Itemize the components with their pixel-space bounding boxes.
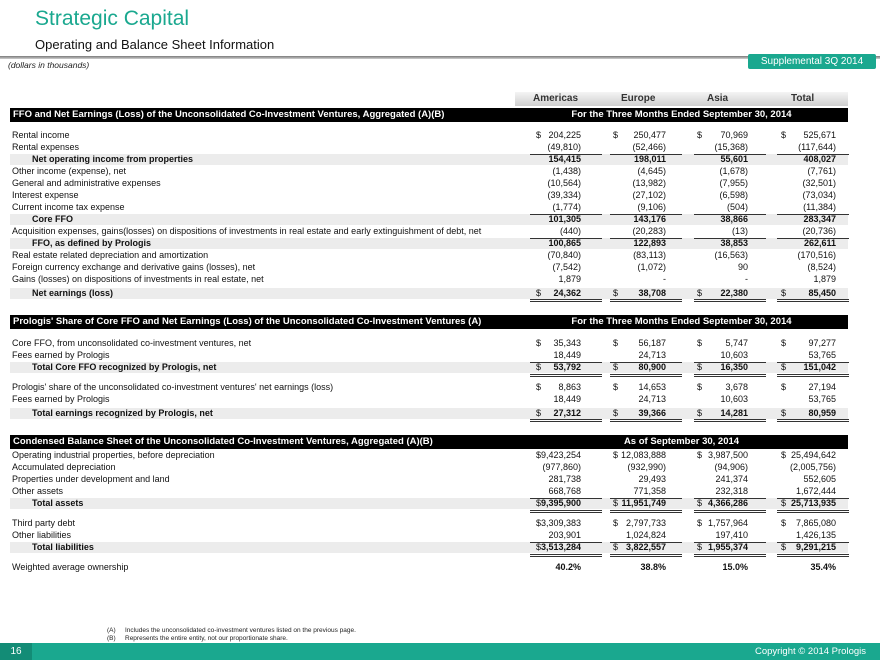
row-value-americas: (977,860) bbox=[542, 462, 581, 472]
table-row bbox=[10, 362, 848, 373]
row-value-americas: 8,863 bbox=[558, 382, 581, 392]
section-balance-heading bbox=[10, 435, 848, 449]
table-row bbox=[10, 250, 848, 261]
dollar-sign: $ bbox=[697, 542, 703, 552]
row-value-americas: (440) bbox=[559, 226, 581, 236]
dollar-sign: $ bbox=[536, 130, 542, 140]
row-value-total: 35.4% bbox=[810, 562, 836, 572]
row-value-europe: 80,900 bbox=[638, 362, 666, 372]
table-row bbox=[10, 450, 848, 461]
dollar-sign: $ bbox=[781, 518, 787, 528]
row-value-europe: 38.8% bbox=[640, 562, 666, 572]
dollar-sign: $ bbox=[781, 288, 787, 298]
row-value-total: (32,501) bbox=[802, 178, 836, 188]
row-value-europe: 122,893 bbox=[633, 238, 666, 248]
table-row bbox=[10, 518, 848, 529]
footnote-a: (A) Includes the unconsolidated co-investment ventures listed on the previous page. bbox=[107, 627, 356, 634]
dollar-sign: $ bbox=[536, 518, 542, 528]
dollar-sign: $ bbox=[781, 130, 787, 140]
row-value-europe: 11,951,749 bbox=[621, 498, 666, 508]
dollar-sign: $ bbox=[781, 542, 787, 552]
section-share-title: Prologis' Share of Core FFO and Net Earnings (Loss) of the Unconsolidated Co-Investment Ventures (A) bbox=[13, 316, 482, 327]
row-value-asia: (1,678) bbox=[719, 166, 748, 176]
dollar-sign: $ bbox=[536, 338, 542, 348]
row-value-asia: 1,955,374 bbox=[707, 542, 748, 552]
footer-bar bbox=[0, 643, 880, 660]
dollar-sign: $ bbox=[781, 408, 787, 418]
row-value-total: 408,027 bbox=[803, 154, 836, 164]
row-value-asia: (15,368) bbox=[714, 142, 748, 152]
row-value-europe: - bbox=[663, 274, 666, 284]
row-value-asia: (6,598) bbox=[719, 190, 748, 200]
row-value-asia: - bbox=[745, 274, 748, 284]
section-ffo-heading bbox=[10, 108, 848, 122]
row-value-americas: 3,513,284 bbox=[540, 542, 581, 552]
row-value-total: 1,879 bbox=[813, 274, 836, 284]
row-value-americas: 281,738 bbox=[548, 474, 581, 484]
row-value-europe: (27,102) bbox=[632, 190, 666, 200]
dollar-sign: $ bbox=[781, 338, 787, 348]
row-value-americas: 3,309,383 bbox=[540, 518, 581, 528]
row-value-asia: (16,563) bbox=[714, 250, 748, 260]
row-value-total: 27,194 bbox=[808, 382, 836, 392]
row-label: Fees earned by Prologis bbox=[12, 350, 110, 360]
dollar-sign: $ bbox=[697, 498, 703, 508]
table-row bbox=[10, 288, 848, 299]
row-value-americas: 154,415 bbox=[548, 154, 581, 164]
supplemental-badge: Supplemental 3Q 2014 bbox=[748, 54, 876, 69]
row-value-asia: 16,350 bbox=[720, 362, 748, 372]
footnote-b: (B) Represents the entire entity, not our proportionate share. bbox=[107, 635, 288, 642]
row-label: Total assets bbox=[32, 498, 84, 508]
table-row bbox=[10, 542, 848, 553]
row-value-asia: 10,603 bbox=[720, 394, 748, 404]
row-value-americas: 18,449 bbox=[553, 394, 581, 404]
row-value-asia: 232,318 bbox=[715, 486, 748, 496]
page-number: 16 bbox=[0, 643, 32, 660]
row-label: Other assets bbox=[12, 486, 64, 496]
row-value-americas: (49,810) bbox=[547, 142, 581, 152]
row-value-asia: 4,366,286 bbox=[707, 498, 748, 508]
row-label: General and administrative expenses bbox=[12, 178, 161, 188]
dollar-sign: $ bbox=[697, 382, 703, 392]
table-row bbox=[10, 382, 848, 393]
row-value-americas: 40.2% bbox=[555, 562, 581, 572]
dollar-sign: $ bbox=[697, 288, 703, 298]
row-value-americas: (7,542) bbox=[552, 262, 581, 272]
dollar-sign: $ bbox=[613, 288, 619, 298]
row-value-total: (73,034) bbox=[802, 190, 836, 200]
dollar-sign: $ bbox=[613, 382, 619, 392]
footnotes bbox=[107, 627, 356, 643]
row-value-total: (20,736) bbox=[802, 226, 836, 236]
row-value-europe: 1,024,824 bbox=[625, 530, 666, 540]
row-value-europe: 14,653 bbox=[638, 382, 666, 392]
row-label: Net earnings (loss) bbox=[32, 288, 114, 298]
row-value-asia: 197,410 bbox=[715, 530, 748, 540]
section-balance-title: Condensed Balance Sheet of the Unconsolidated Co-Investment Ventures, Aggregated (A)(B) bbox=[13, 436, 433, 447]
row-value-total: (117,644) bbox=[798, 142, 836, 152]
table-row bbox=[10, 498, 848, 509]
row-value-americas: 668,768 bbox=[548, 486, 581, 496]
row-value-americas: 9,395,900 bbox=[540, 498, 581, 508]
section-share-heading bbox=[10, 315, 848, 329]
row-label: Net operating income from properties bbox=[32, 154, 194, 164]
row-value-americas: 9,423,254 bbox=[540, 450, 581, 460]
row-value-total: 53,765 bbox=[808, 350, 836, 360]
row-label: Total liabilities bbox=[32, 542, 94, 552]
table-row bbox=[10, 486, 848, 497]
row-value-europe: (9,106) bbox=[637, 202, 666, 212]
table-row bbox=[10, 166, 848, 177]
row-value-europe: 143,176 bbox=[633, 214, 666, 224]
row-value-total: 283,347 bbox=[803, 214, 836, 224]
row-value-europe: 198,011 bbox=[633, 154, 666, 164]
row-label: Operating industrial properties, before depreciation bbox=[12, 450, 215, 460]
row-label: Core FFO, from unconsolidated co-investment ventures, net bbox=[12, 338, 252, 348]
row-label: Real estate related depreciation and amortization bbox=[12, 250, 209, 260]
row-value-europe: (20,283) bbox=[632, 226, 666, 236]
row-label: Accumulated depreciation bbox=[12, 462, 116, 472]
row-value-asia: 5,747 bbox=[725, 338, 748, 348]
row-value-asia: (94,906) bbox=[714, 462, 748, 472]
table-row bbox=[10, 350, 848, 361]
section-ffo-title: FFO and Net Earnings (Loss) of the Unconsolidated Co-Investment Ventures, Aggregated (A)(B) bbox=[13, 109, 445, 120]
table-row bbox=[10, 394, 848, 405]
table-row bbox=[10, 238, 848, 249]
table-row bbox=[10, 142, 848, 153]
row-value-total: (8,524) bbox=[807, 262, 836, 272]
row-value-europe: 12,083,888 bbox=[620, 450, 666, 460]
row-value-europe: (1,072) bbox=[637, 262, 666, 272]
row-value-total: (7,761) bbox=[807, 166, 836, 176]
row-label: Properties under development and land bbox=[12, 474, 170, 484]
row-value-asia: 22,380 bbox=[720, 288, 748, 298]
row-value-asia: 3,987,500 bbox=[707, 450, 748, 460]
table-row bbox=[10, 274, 848, 285]
dollar-sign: $ bbox=[781, 450, 787, 460]
dollar-sign: $ bbox=[536, 382, 542, 392]
row-label: Total Core FFO recognized by Prologis, net bbox=[32, 362, 217, 372]
row-value-americas: (1,438) bbox=[552, 166, 581, 176]
row-value-total: (170,516) bbox=[797, 250, 836, 260]
row-value-americas: 204,225 bbox=[548, 130, 581, 140]
dollar-sign: $ bbox=[536, 362, 542, 372]
row-label: Prologis' share of the unconsolidated co-investment ventures' net earnings (loss) bbox=[12, 382, 334, 392]
row-value-europe: 250,477 bbox=[633, 130, 666, 140]
dollar-sign: $ bbox=[613, 408, 619, 418]
row-value-asia: 90 bbox=[737, 262, 748, 272]
row-label: Other liabilities bbox=[12, 530, 72, 540]
row-value-europe: (932,990) bbox=[627, 462, 666, 472]
row-value-europe: (83,113) bbox=[633, 250, 666, 260]
row-value-asia: 3,678 bbox=[725, 382, 748, 392]
dollar-sign: $ bbox=[536, 450, 542, 460]
section-ffo-period: For the Three Months Ended September 30, 2014 bbox=[571, 109, 792, 120]
row-label: Third party debt bbox=[12, 518, 76, 528]
row-label: FFO, as defined by Prologis bbox=[32, 238, 152, 248]
dollar-sign: $ bbox=[536, 542, 542, 552]
dollar-sign: $ bbox=[697, 518, 703, 528]
row-value-asia: (7,955) bbox=[719, 178, 748, 188]
dollar-sign: $ bbox=[697, 450, 703, 460]
column-header-asia: Asia bbox=[707, 93, 729, 104]
row-value-europe: 771,358 bbox=[633, 486, 666, 496]
table-row bbox=[10, 474, 848, 485]
dollar-sign: $ bbox=[613, 518, 619, 528]
row-value-americas: 35,343 bbox=[553, 338, 581, 348]
dollar-sign: $ bbox=[697, 338, 703, 348]
row-label: Interest expense bbox=[12, 190, 79, 200]
table-row bbox=[10, 154, 848, 165]
row-value-total: 552,605 bbox=[803, 474, 836, 484]
row-value-asia: (504) bbox=[726, 202, 748, 212]
copyright: Copyright © 2014 Prologis bbox=[754, 646, 866, 657]
row-value-asia: 70,969 bbox=[720, 130, 748, 140]
row-value-total: 525,671 bbox=[803, 130, 836, 140]
row-value-total: 1,672,444 bbox=[795, 486, 836, 496]
column-header-europe: Europe bbox=[621, 93, 656, 104]
row-label: Core FFO bbox=[32, 214, 74, 224]
row-value-americas: 53,792 bbox=[553, 362, 581, 372]
row-value-americas: 18,449 bbox=[553, 350, 581, 360]
section-balance-period: As of September 30, 2014 bbox=[623, 436, 740, 447]
row-value-total: 262,611 bbox=[803, 238, 836, 248]
row-value-europe: (52,466) bbox=[632, 142, 666, 152]
page-subtitle: Operating and Balance Sheet Information bbox=[35, 37, 275, 52]
row-value-europe: 39,366 bbox=[638, 408, 666, 418]
row-label: Other income (expense), net bbox=[12, 166, 127, 176]
units-note: (dollars in thousands) bbox=[8, 60, 90, 70]
table-row bbox=[10, 226, 848, 237]
row-value-asia: 55,601 bbox=[720, 154, 748, 164]
dollar-sign: $ bbox=[781, 498, 787, 508]
row-label: Weighted average ownership bbox=[12, 562, 129, 572]
row-label: Acquisition expenses, gains(losses) on dispositions of investments in real estate and early extinguishment of debt, net bbox=[12, 226, 482, 236]
row-label: Fees earned by Prologis bbox=[12, 394, 110, 404]
table-row bbox=[10, 530, 848, 541]
row-value-asia: 1,757,964 bbox=[707, 518, 748, 528]
dollar-sign: $ bbox=[781, 362, 787, 372]
row-value-europe: 24,713 bbox=[638, 350, 666, 360]
row-value-americas: 24,362 bbox=[553, 288, 581, 298]
column-header-americas: Americas bbox=[533, 93, 579, 104]
row-value-americas: (1,774) bbox=[552, 202, 581, 212]
row-value-americas: 27,312 bbox=[553, 408, 581, 418]
dollar-sign: $ bbox=[613, 362, 619, 372]
dollar-sign: $ bbox=[613, 130, 619, 140]
dollar-sign: $ bbox=[697, 130, 703, 140]
column-header-total: Total bbox=[791, 93, 815, 104]
row-label: Gains (losses) on dispositions of investments in real estate, net bbox=[12, 274, 264, 284]
row-value-total: 151,042 bbox=[803, 362, 836, 372]
row-value-americas: (70,840) bbox=[547, 250, 581, 260]
row-label: Current income tax expense bbox=[12, 202, 125, 212]
dollar-sign: $ bbox=[613, 338, 619, 348]
row-value-asia: 38,866 bbox=[720, 214, 748, 224]
dollar-sign: $ bbox=[697, 362, 703, 372]
row-value-europe: 24,713 bbox=[638, 394, 666, 404]
row-value-americas: 101,305 bbox=[548, 214, 581, 224]
dollar-sign: $ bbox=[536, 288, 542, 298]
row-value-total: 25,494,642 bbox=[790, 450, 836, 460]
row-value-americas: (39,334) bbox=[547, 190, 581, 200]
row-value-total: 85,450 bbox=[808, 288, 836, 298]
row-value-europe: 3,822,557 bbox=[625, 542, 666, 552]
table-row bbox=[10, 338, 848, 349]
row-value-total: 80,959 bbox=[808, 408, 836, 418]
row-value-asia: 10,603 bbox=[720, 350, 748, 360]
row-value-total: 1,426,135 bbox=[795, 530, 836, 540]
table-row bbox=[10, 562, 848, 573]
row-value-total: (11,384) bbox=[803, 202, 836, 212]
dollar-sign: $ bbox=[781, 382, 787, 392]
table-row bbox=[10, 178, 848, 189]
row-value-asia: 14,281 bbox=[720, 408, 748, 418]
dollar-sign: $ bbox=[613, 498, 619, 508]
row-value-europe: 56,187 bbox=[638, 338, 666, 348]
row-value-total: 25,713,935 bbox=[790, 498, 836, 508]
row-value-europe: (4,645) bbox=[637, 166, 666, 176]
page-title: Strategic Capital bbox=[35, 7, 190, 30]
dollar-sign: $ bbox=[613, 450, 619, 460]
row-value-total: 53,765 bbox=[808, 394, 836, 404]
section-share-period: For the Three Months Ended September 30, 2014 bbox=[571, 316, 792, 327]
table-row bbox=[10, 130, 848, 141]
row-value-europe: 2,797,733 bbox=[625, 518, 666, 528]
row-value-europe: 38,708 bbox=[638, 288, 666, 298]
row-value-americas: 203,901 bbox=[548, 530, 581, 540]
row-label: Foreign currency exchange and derivative gains (losses), net bbox=[12, 262, 256, 272]
dollar-sign: $ bbox=[697, 408, 703, 418]
row-label: Rental expenses bbox=[12, 142, 80, 152]
table-row bbox=[10, 462, 848, 473]
row-value-total: 97,277 bbox=[808, 338, 836, 348]
row-value-europe: 29,493 bbox=[638, 474, 666, 484]
row-label: Total earnings recognized by Prologis, net bbox=[32, 408, 213, 418]
row-value-asia: 38,853 bbox=[720, 238, 748, 248]
dollar-sign: $ bbox=[536, 408, 542, 418]
row-value-total: (2,005,756) bbox=[789, 462, 836, 472]
table-row bbox=[10, 262, 848, 273]
row-value-asia: 241,374 bbox=[715, 474, 748, 484]
table-row bbox=[10, 190, 848, 201]
row-value-americas: 1,879 bbox=[558, 274, 581, 284]
table-row bbox=[10, 202, 848, 213]
row-value-americas: 100,865 bbox=[548, 238, 581, 248]
row-value-asia: (13) bbox=[731, 226, 748, 236]
row-value-americas: (10,564) bbox=[547, 178, 581, 188]
row-label: Rental income bbox=[12, 130, 70, 140]
row-value-europe: (13,982) bbox=[632, 178, 666, 188]
table-row bbox=[10, 408, 848, 419]
dollar-sign: $ bbox=[613, 542, 619, 552]
row-value-total: 7,865,080 bbox=[795, 518, 836, 528]
row-value-asia: 15.0% bbox=[722, 562, 748, 572]
row-value-total: 9,291,215 bbox=[795, 542, 836, 552]
table-row bbox=[10, 214, 848, 225]
dollar-sign: $ bbox=[536, 498, 542, 508]
